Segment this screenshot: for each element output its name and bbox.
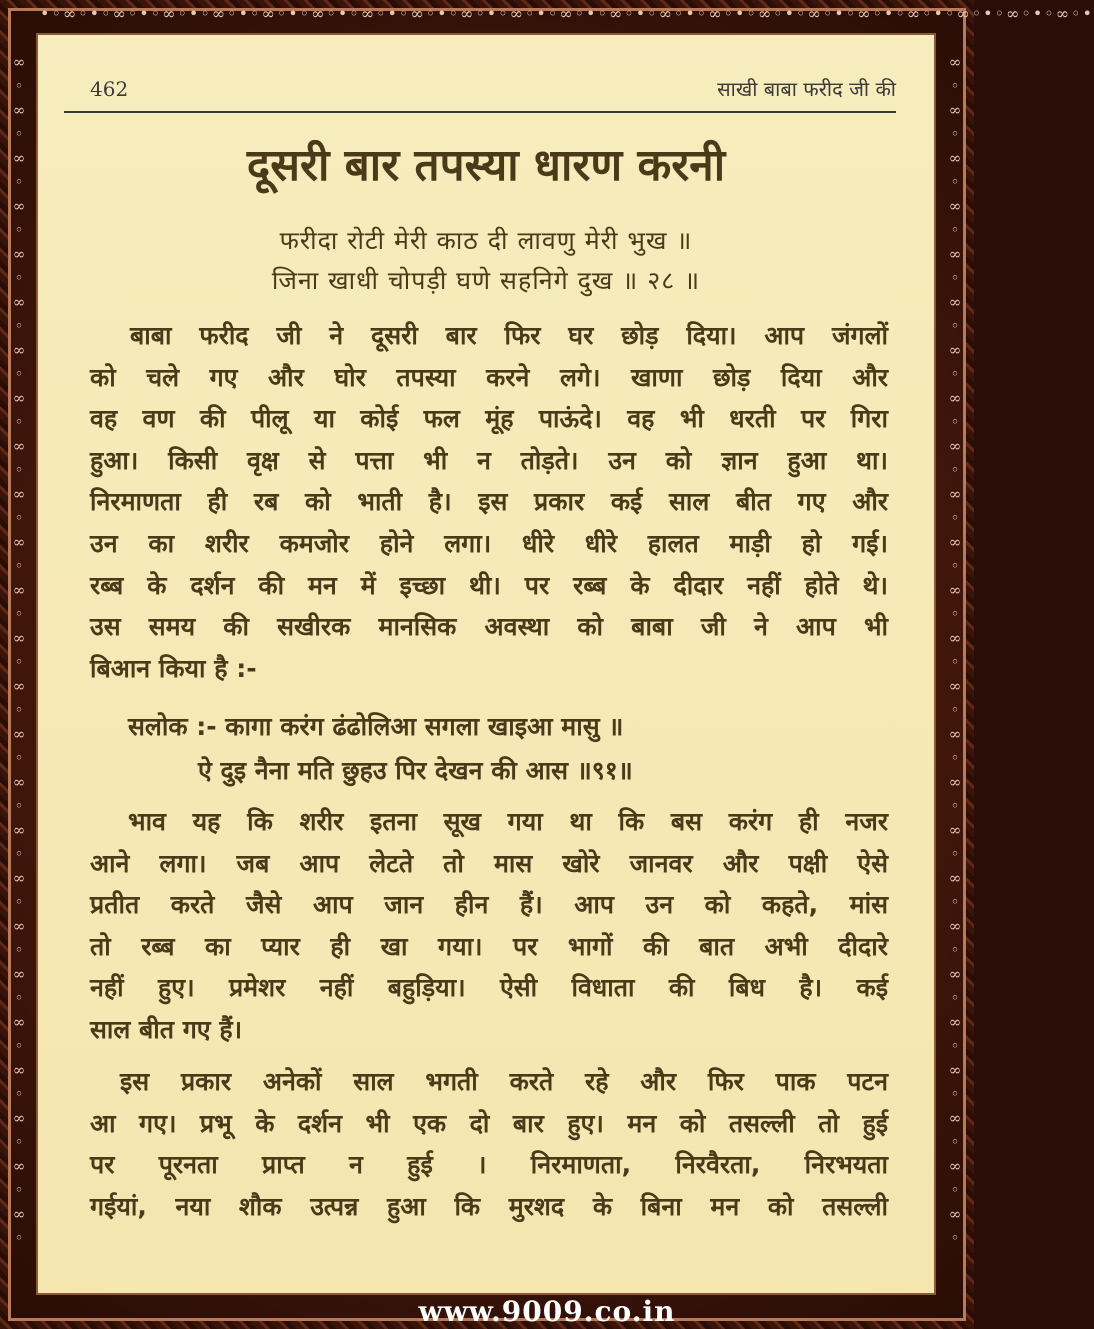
paragraph-line: निरमाणता ही रब को भाती है। इस प्रकार कई साल बीत गए और — [90, 487, 888, 517]
paragraph-line: प्रतीत करते जैसे आप जान हीन हैं। आप उन को कहते, मांस — [90, 890, 888, 920]
paragraph-line: आने लगा। जब आप लेटते तो मास खोरे जानवर और पक्षी ऐसे — [90, 848, 888, 878]
paragraph-line: बाबा फरीद जी ने दूसरी बार फिर घर छोड़ दिया। आप जंगलों — [130, 321, 888, 350]
paragraph-line: को चले गए और घोर तपस्या करने लगे। खाणा छोड़ दिया और — [90, 362, 888, 392]
page-number: 462 — [90, 77, 129, 101]
paragraph-line: रब्ब के दर्शन की मन में इच्छा थी। पर रब्ब के दीदार नहीं होते थे। — [90, 570, 888, 600]
paragraph-line: गईयां, नया शौक उत्पन्न हुआ कि मुरशद के बिना मन को तसल्ली — [90, 1191, 888, 1221]
paragraph-3 — [90, 1061, 888, 1227]
paragraph-1 — [90, 315, 888, 689]
verse-line-1: फरीदा रोटी मेरी काठ दी लावणु मेरी भुख ॥ — [279, 226, 693, 255]
book-page — [36, 33, 936, 1295]
top-ornament: •◦∞◦•◦∞◦•◦∞◦•◦∞◦•◦∞◦•◦∞◦•◦∞◦•◦∞◦•◦∞◦•◦∞◦•◦∞◦•◦∞◦•◦∞◦•◦∞◦•◦∞◦•◦∞◦•◦∞◦•◦∞◦•◦∞◦•◦∞◦•◦∞◦• — [40, 4, 1094, 23]
page-header — [64, 71, 896, 113]
paragraph-line: उन का शरीर कमजोर होने लगा। धीरे धीरे हालत माड़ी हो गई। — [90, 528, 888, 558]
slok-line-1: सलोक :- कागा करंग ढंढोलिआ सगला खाइआ मासु ॥ — [128, 712, 624, 741]
paragraph-line: पर पूरनता प्राप्त न हुई । निरमाणता, निरवैरता, निरभयता — [90, 1150, 888, 1180]
paragraph-line: बिआन किया है :- — [90, 653, 257, 683]
paragraph-line: हुआ। किसी वृक्ष से पत्ता भी न तोड़ते। उन को ज्ञान हुआ था। — [90, 445, 888, 475]
paragraph-line: इस प्रकार अनेकों साल भगती करते रहे और फिर पाक पटन — [120, 1067, 888, 1096]
paragraph-line: भाव यह कि शरीर इतना सूख गया था कि बस करंग ही नजर — [128, 807, 888, 836]
paragraph-line: नहीं हुए। प्रमेशर नहीं बहुड़िया। ऐसी विधाता की बिध है। कई — [90, 973, 888, 1003]
paragraph-2 — [90, 801, 888, 1051]
paragraph-line: आ गए। प्रभू के दर्शन भी एक दो बार हुए। मन को तसल्ली तो हुई — [90, 1108, 888, 1138]
paragraph-line: साल बीत गए हैं। — [90, 1014, 243, 1044]
verse-line-2: जिना खाधी चोपड़ी घणे सहनिगे दुख ॥ २८ ॥ — [271, 266, 701, 295]
running-head: साखी बाबा फरीद जी की — [717, 77, 896, 101]
website-watermark[interactable]: www.9009.co.in — [418, 1295, 676, 1328]
right-ornament: ∞ ◦ ∞ ◦ ∞ ◦ ∞ ◦ ∞ ◦ ∞ ◦ ∞ ◦ ∞ ◦ ∞ ◦ ∞ ◦ ∞ ◦ ∞ ◦ ∞ ◦ ∞ ◦ ∞ ◦ ∞ ◦ ∞ ◦ ∞ ◦ ∞ ◦ ∞ ◦ ∞ ◦ ∞ ◦ ∞ ◦ ∞ ◦ ∞ ◦ — [948, 53, 962, 1247]
paragraph-line: तो रब्ब का प्यार ही खा गया। पर भागों की बात अभी दीदारे — [90, 931, 888, 961]
slok-line-2: ऐ दुइ नैना मति छुहउ पिर देखन की आस ॥९१॥ — [198, 756, 633, 785]
chapter-title: दूसरी बार तपस्या धारण करनी — [246, 140, 726, 191]
paragraph-line: वह वण की पीलू या कोई फल मूंह पाऊंदे। वह भी धरती पर गिरा — [90, 404, 888, 434]
paragraph-line: उस समय की सखीरक मानसिक अवस्था को बाबा जी ने आप भी — [90, 612, 888, 642]
left-ornament: ∞ ◦ ∞ ◦ ∞ ◦ ∞ ◦ ∞ ◦ ∞ ◦ ∞ ◦ ∞ ◦ ∞ ◦ ∞ ◦ ∞ ◦ ∞ ◦ ∞ ◦ ∞ ◦ ∞ ◦ ∞ ◦ ∞ ◦ ∞ ◦ ∞ ◦ ∞ ◦ ∞ ◦ ∞ ◦ ∞ ◦ ∞ ◦ ∞ ◦ — [12, 53, 26, 1247]
